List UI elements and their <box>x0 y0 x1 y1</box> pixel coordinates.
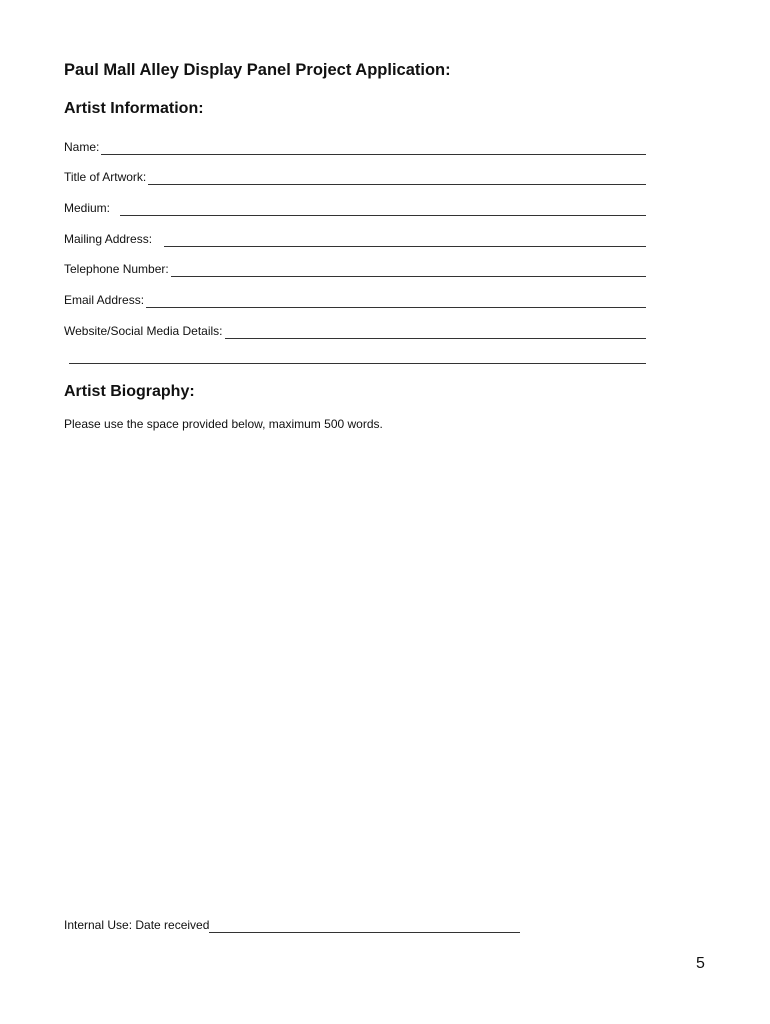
title-of-artwork-label: Title of Artwork: <box>64 170 147 184</box>
telephone-number-input-line[interactable] <box>171 264 646 277</box>
mailing-address-field-row <box>64 229 646 247</box>
artist-biography-heading: Artist Biography: <box>64 383 195 400</box>
name-input-line[interactable] <box>101 142 646 155</box>
biography-instructions: Please use the space provided below, maximum 500 words. <box>64 417 383 431</box>
internal-use-label: Internal Use: Date received <box>64 918 210 932</box>
mailing-address-input-line[interactable] <box>164 234 646 247</box>
medium-input-line[interactable] <box>120 203 646 216</box>
page-title: Paul Mall Alley Display Panel Project Application: <box>64 61 451 79</box>
medium-label: Medium: <box>64 201 111 215</box>
telephone-number-label: Telephone Number: <box>64 262 169 276</box>
artist-information-heading: Artist Information: <box>64 100 204 117</box>
internal-use-row <box>64 915 520 933</box>
title-of-artwork-input-line[interactable] <box>148 172 646 185</box>
name-label: Name: <box>64 140 100 154</box>
title-of-artwork-field-row <box>64 167 646 185</box>
email-address-field-row <box>64 290 646 308</box>
mailing-address-label: Mailing Address: <box>64 232 153 246</box>
website-social-media-label: Website/Social Media Details: <box>64 324 223 338</box>
telephone-number-field-row <box>64 259 646 277</box>
name-field-row <box>64 137 646 155</box>
page-number: 5 <box>696 955 705 972</box>
website-social-media-input-line[interactable] <box>225 326 646 339</box>
website-social-media-field-row <box>64 321 646 339</box>
biography-text-area[interactable] <box>64 440 646 890</box>
website-social-media-continuation-line[interactable] <box>69 362 646 364</box>
date-received-input-line[interactable] <box>209 920 520 933</box>
email-address-input-line[interactable] <box>146 295 646 308</box>
email-address-label: Email Address: <box>64 293 145 307</box>
medium-field-row <box>64 198 646 216</box>
